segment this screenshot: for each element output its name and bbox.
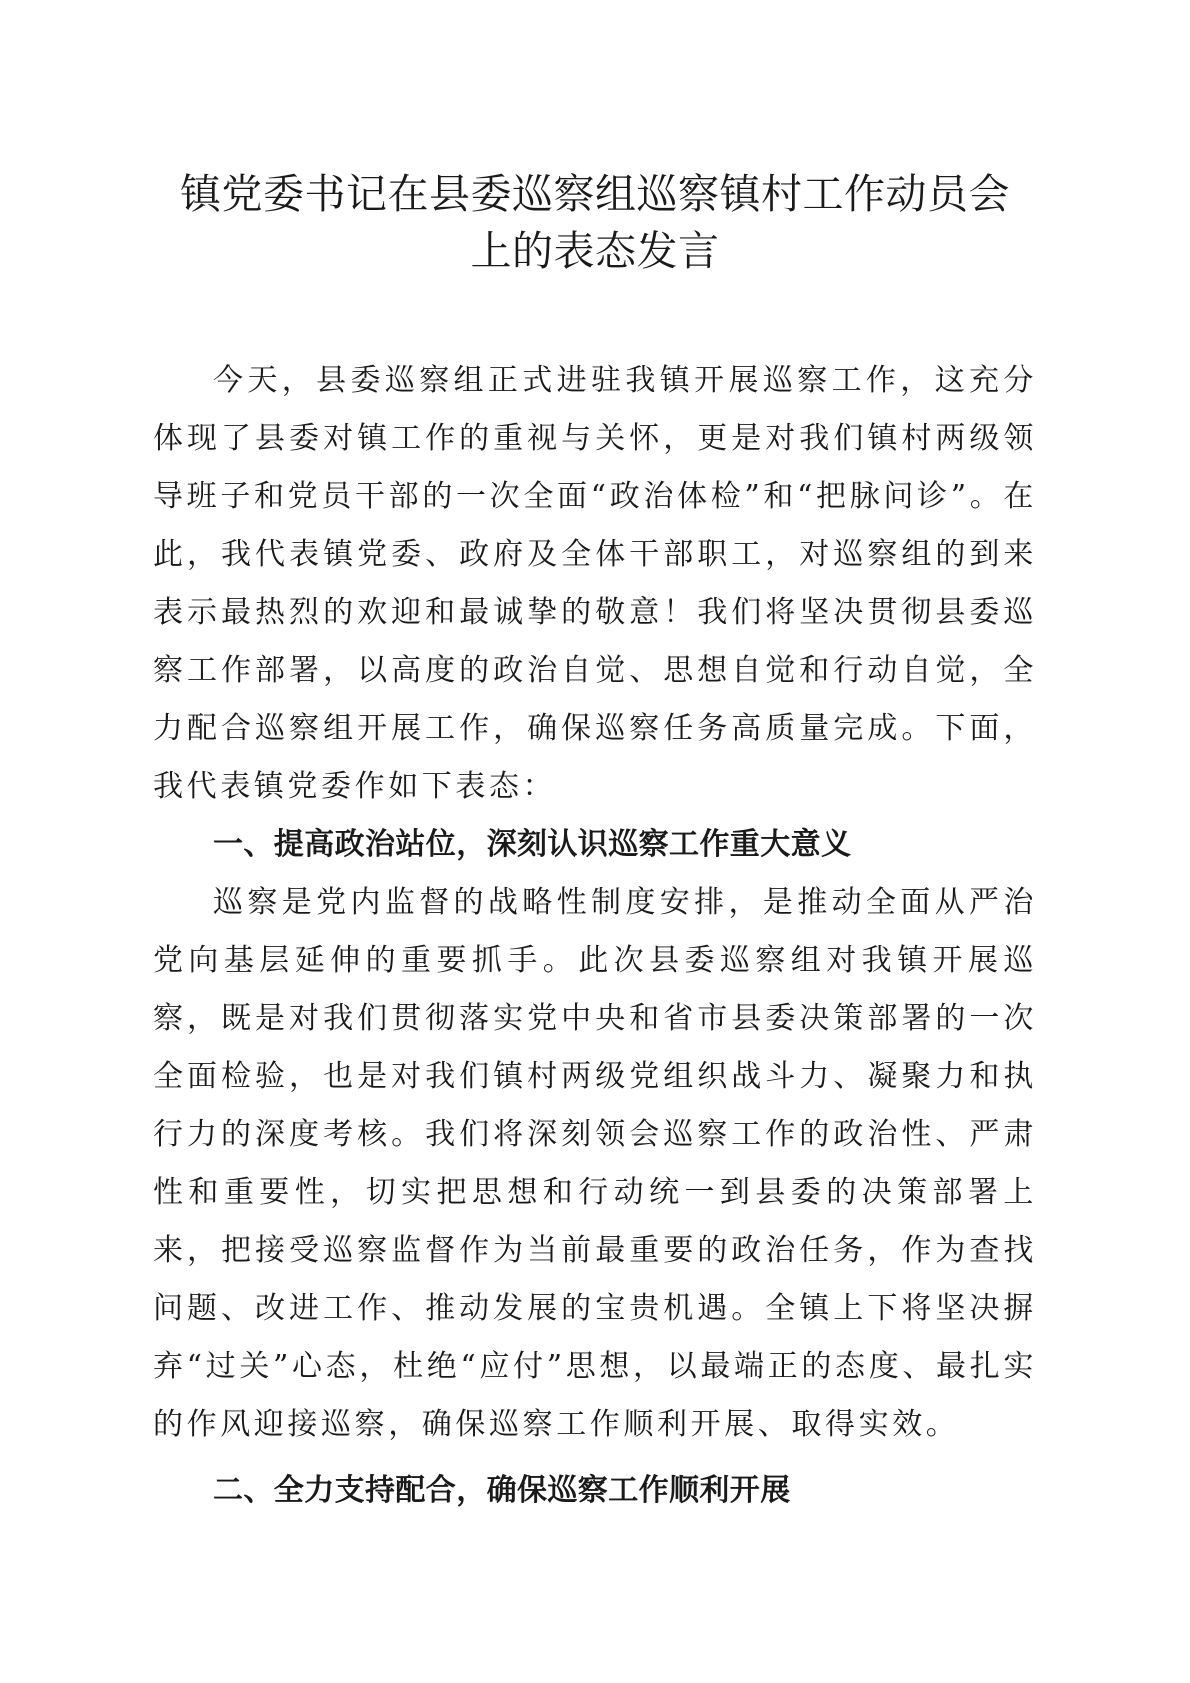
title-line-2: 上的表态发言: [470, 227, 720, 275]
document-body: [153, 352, 1037, 1520]
title-line-1: 镇党委书记在县委巡察组巡察镇村工作动员会: [180, 170, 1010, 218]
section-heading-1: 一、提高政治站位，深刻认识巡察工作重大意义: [213, 827, 852, 862]
section-1-paragraph: 巡察是党内监督的战略性制度安排，是推动全面从严治党向基层延伸的重要抓手。此次县委巡察组对我镇开展巡察，既是对我们贯彻落实党中央和省市县委决策部署的一次全面检验，也是对我们镇村两级党组织战斗力、凝聚力和执行力的深度考核。我们将深刻领会巡察工作的政治性、严肃性和重要性，切实把思想和行动统一到县委的决策部署上来，把接受巡察监督作为当前最重要的政治任务，作为查找问题、改进工作、推动发展的宝贵机遇。全镇上下将坚决摒弃“过关”心态，杜绝“应付”思想，以最端正的态度、最扎实的作风迎接巡察，确保巡察工作顺利开展、取得实效。: [153, 885, 1037, 1442]
intro-paragraph: 今天，县委巡察组正式进驻我镇开展巡察工作，这充分体现了县委对镇工作的重视与关怀，更是对我们镇村两级领导班子和党员干部的一次全面“政治体检”和“把脉问诊”。在此，我代表镇党委、政府及全体干部职工，对巡察组的到来表示最热烈的欢迎和最诚挚的敬意！我们将坚决贯彻县委巡察工作部署，以高度的政治自觉、思想自觉和行动自觉，全力配合巡察组开展工作，确保巡察任务高质量完成。下面，我代表镇党委作如下表态：: [153, 363, 1037, 804]
document-title: [120, 166, 1070, 280]
section-heading-2: 二、全力支持配合，确保巡察工作顺利开展: [213, 1473, 791, 1508]
